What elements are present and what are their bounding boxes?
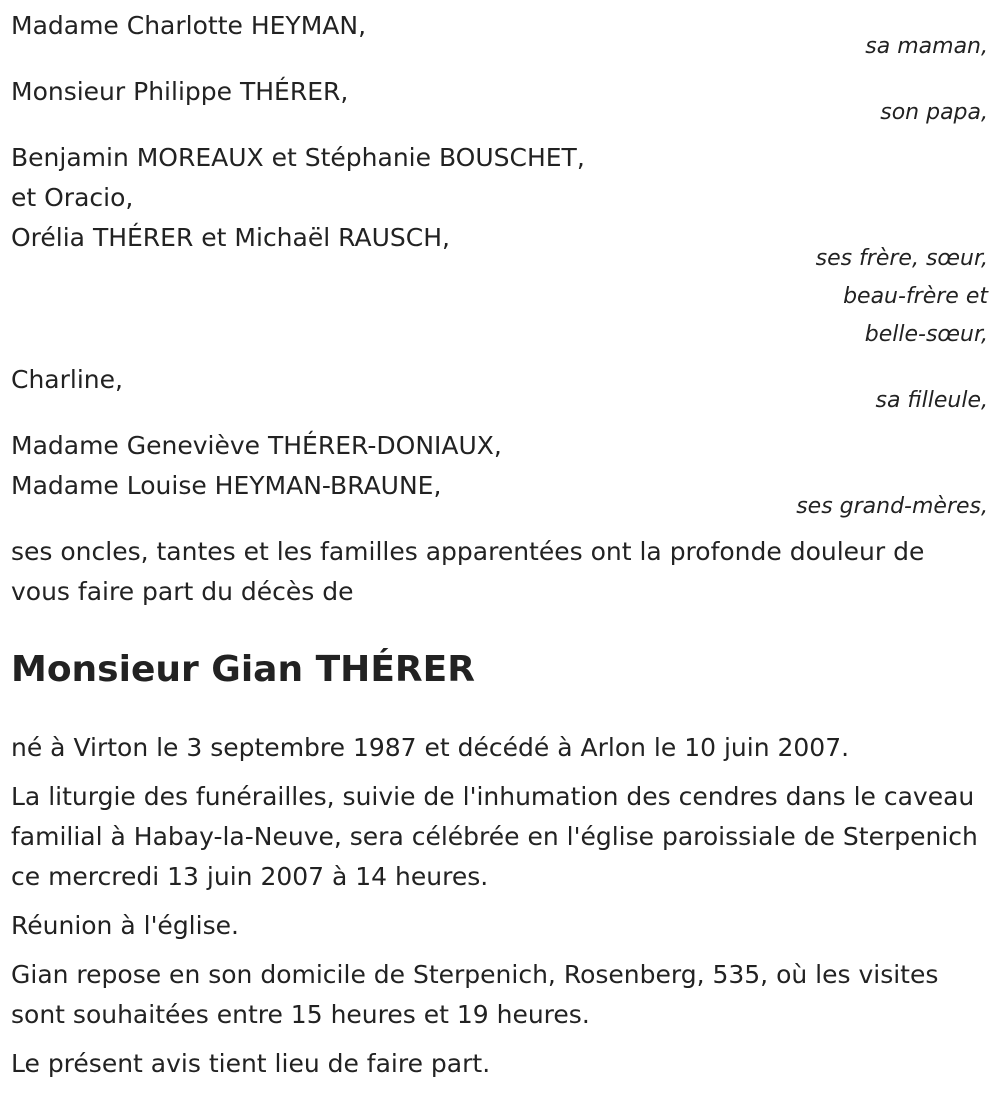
sibling-line: et Oracio,	[11, 183, 134, 212]
siblings-role-line: beau-frère et	[843, 284, 988, 309]
father-name: Monsieur Philippe THÉRER,	[11, 77, 349, 106]
mother-role: sa maman,	[865, 34, 988, 59]
announcement-text: ses oncles, tantes et les familles apparentées ont la profonde douleur de vous faire part du décès de	[11, 537, 925, 606]
siblings-role-line: belle-sœur,	[864, 322, 988, 347]
birth-death-text: né à Virton le 3 septembre 1987 et décédé à Arlon le 10 juin 2007.	[11, 733, 850, 762]
grandmother-line: Madame Louise HEYMAN-BRAUNE,	[11, 471, 442, 500]
father-role: son papa,	[880, 100, 988, 125]
notice-text: Le présent avis tient lieu de faire part.	[11, 1049, 491, 1078]
funeral-details	[11, 728, 989, 1084]
siblings-role-line: ses frère, sœur,	[815, 246, 988, 271]
sibling-line: Orélia THÉRER et Michaël RAUSCH,	[11, 223, 450, 252]
liturgy-text: La liturgie des funérailles, suivie de l'inhumation des cendres dans le caveau familial à Habay-la-Neuve, sera célébrée en l'église paroissiale de Sterpenich ce mercredi 13 juin 2007 à 14 heures.	[11, 782, 978, 891]
sibling-line: Benjamin MOREAUX et Stéphanie BOUSCHET,	[11, 143, 585, 172]
visits-text: Gian repose en son domicile de Sterpenich, Rosenberg, 535, où les visites sont souhaitées entre 15 heures et 19 heures.	[11, 960, 939, 1029]
goddaughter-role: sa filleule,	[875, 388, 988, 413]
grandmothers-role: ses grand-mères,	[796, 494, 988, 519]
meeting-text: Réunion à l'église.	[11, 911, 239, 940]
deceased-name: Monsieur Gian THÉRER	[11, 649, 475, 690]
goddaughter-name: Charline,	[11, 365, 123, 394]
grandmother-line: Madame Geneviève THÉRER-DONIAUX,	[11, 431, 502, 460]
mother-name: Madame Charlotte HEYMAN,	[11, 11, 367, 40]
